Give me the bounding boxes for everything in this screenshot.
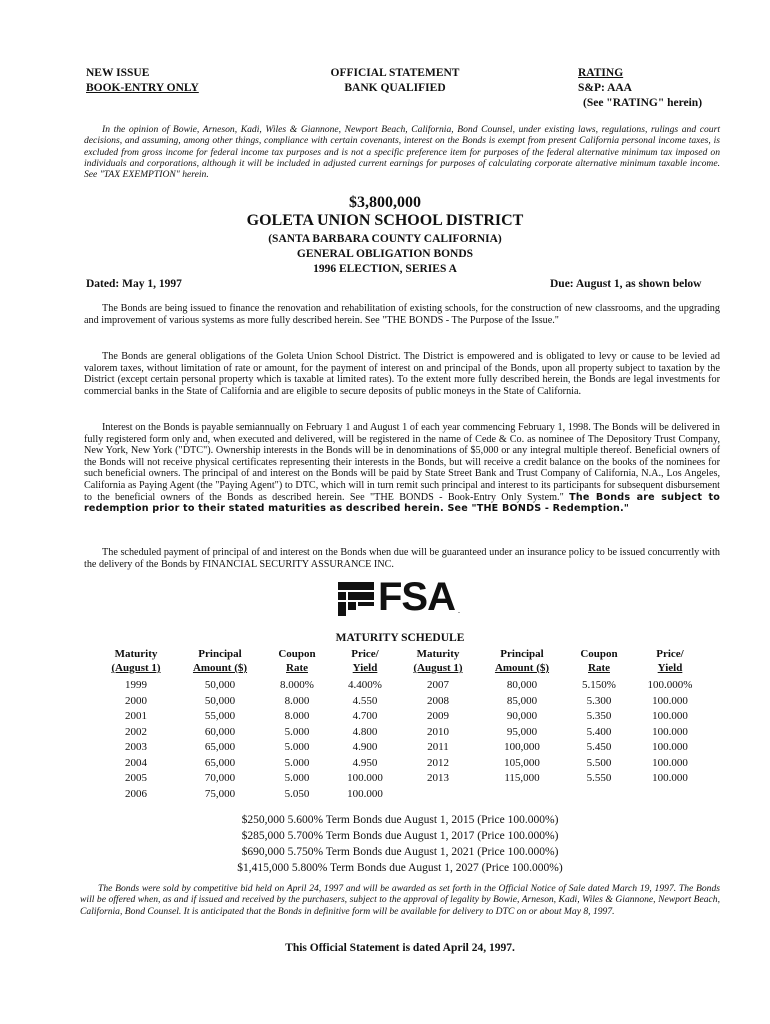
due-date: Due: August 1, as shown below bbox=[550, 278, 702, 290]
table-cell: 100.000 bbox=[652, 725, 688, 738]
fsa-logo-mark: . bbox=[458, 606, 460, 615]
table-cell: 5.500 bbox=[586, 756, 612, 769]
table-cell: 2007 bbox=[427, 679, 449, 691]
table-cell: 50,000 bbox=[204, 694, 236, 707]
table-cell: 2001 bbox=[125, 710, 147, 722]
table-cell: 80,000 bbox=[506, 679, 538, 691]
column-header: Principal bbox=[500, 648, 544, 660]
table-cell: 60,000 bbox=[204, 725, 236, 738]
table-cell: 100.000 bbox=[347, 787, 383, 800]
table-cell: 5.550 bbox=[586, 772, 612, 784]
issuer-county: (SANTA BARBARA COUNTY CALIFORNIA) bbox=[268, 233, 502, 245]
header-statement-type bbox=[300, 66, 490, 96]
left-principal-column bbox=[184, 647, 256, 802]
table-cell: 2003 bbox=[125, 741, 147, 753]
column-header: Coupon bbox=[278, 648, 316, 660]
table-cell: 4.400% bbox=[348, 679, 382, 691]
table-cell: 115,000 bbox=[504, 772, 540, 784]
table-cell: 4.550 bbox=[352, 694, 378, 707]
bond-series: 1996 ELECTION, SERIES A bbox=[313, 263, 457, 275]
column-subheader: (August 1) bbox=[413, 662, 463, 674]
rating-value: S&P: AAA bbox=[578, 82, 632, 94]
term-bond-line: $250,000 5.600% Term Bonds due August 1, 2015 (Price 100.000%) bbox=[241, 814, 559, 826]
rating-heading: RATING bbox=[578, 67, 624, 79]
left-principal-cells bbox=[184, 678, 256, 802]
column-subheader: Rate bbox=[588, 662, 610, 674]
right-coupon-column bbox=[572, 647, 626, 787]
bond-type: GENERAL OBLIGATION BONDS bbox=[296, 248, 474, 260]
right-yield-cells bbox=[638, 678, 702, 787]
fsa-logo-icon bbox=[336, 580, 376, 618]
book-entry-label: BOOK-ENTRY ONLY bbox=[86, 82, 199, 94]
right-principal-cells bbox=[486, 678, 558, 787]
column-subheader: Yield bbox=[352, 662, 378, 674]
right-maturity-column bbox=[406, 647, 470, 787]
left-yield-column bbox=[336, 647, 394, 802]
table-cell: 4.800 bbox=[352, 725, 378, 738]
fsa-logo-text: FSA bbox=[378, 575, 455, 619]
table-cell: 2006 bbox=[125, 787, 147, 800]
maturity-schedule-title: MATURITY SCHEDULE bbox=[335, 632, 465, 644]
column-subheader: (August 1) bbox=[111, 662, 161, 674]
table-cell: 50,000 bbox=[204, 679, 236, 691]
table-cell: 100.000 bbox=[652, 741, 688, 753]
table-cell: 5.400 bbox=[586, 725, 612, 738]
table-cell: 2012 bbox=[427, 756, 449, 769]
table-cell: 5.450 bbox=[586, 741, 612, 753]
table-cell: 2008 bbox=[427, 694, 449, 707]
column-header: Coupon bbox=[580, 648, 618, 660]
payment-text: Interest on the Bonds is payable semiannually on February 1 and August 1 of each year commencing February 1, 1998. The Bonds will be delivered in fully registered form only and, when executed and delivered, will be registered in the name of Cede & Co. as nominee of The Depository Trust Company, New York, New York ("DTC"). Ownership interests in the Bonds will be in denominations of $5,000 or any integral multiple thereof. Beneficial owners of the Bonds will not receive physical certificates representing their interests in the Bonds, but will receive a credit balance on the books of the nominees for such beneficial owners. The principal of and interest on the Bonds will be paid by State Street Bank and Trust Company of California, N.A., Los Angeles, California as Paying Agent (the "Paying Agent") to DTC, which will in turn remit such principal and interest to its participants for subsequent disbursement to the beneficial owners of the Bonds as described herein. See "THE BONDS - Book-Entry Only System." bbox=[84, 422, 720, 503]
table-cell: 100.000 bbox=[652, 710, 688, 722]
term-bond-line: $690,000 5.750% Term Bonds due August 1, 2021 (Price 100.000%) bbox=[241, 846, 559, 858]
table-cell: 5.300 bbox=[586, 694, 612, 707]
column-header: Principal bbox=[198, 648, 242, 660]
column-subheader: Rate bbox=[286, 662, 308, 674]
insurance-paragraph: The scheduled payment of principal of and interest on the Bonds when due will be guaranteed under an insurance policy to be issued concurrently with the delivery of the Bonds by FINANCIAL SECURITY ASSURANCE INC. bbox=[84, 547, 720, 570]
table-cell: 8.000% bbox=[280, 679, 314, 691]
table-cell: 105,000 bbox=[504, 756, 540, 769]
new-issue-label: NEW ISSUE bbox=[86, 67, 150, 79]
redemption-notice: The Bonds are subject to redemption prior to their stated maturities as described herein. See "THE BONDS - Redemption." bbox=[84, 491, 721, 515]
column-subheader: Amount ($) bbox=[494, 662, 550, 674]
left-maturity-column bbox=[104, 647, 168, 802]
table-cell: 100.000 bbox=[652, 756, 688, 769]
table-cell: 2013 bbox=[427, 772, 449, 784]
table-cell: 100,000 bbox=[504, 741, 540, 753]
left-coupon-column bbox=[272, 647, 322, 802]
left-coupon-cells bbox=[272, 678, 322, 802]
official-statement-label: OFFICIAL STATEMENT bbox=[330, 67, 460, 79]
purpose-paragraph: The Bonds are being issued to finance the renovation and rehabilitation of existing schools, for the construction of new classrooms, and the upgrading and improvement of various systems as more fully described herein. See "THE BONDS - The Purpose of the Issue." bbox=[84, 303, 720, 326]
right-yield-column bbox=[638, 647, 702, 787]
issuer-name: GOLETA UNION SCHOOL DISTRICT bbox=[246, 212, 524, 229]
table-cell: 8.000 bbox=[284, 710, 310, 722]
right-principal-column bbox=[486, 647, 558, 787]
table-cell: 5.050 bbox=[284, 787, 310, 800]
column-header: Maturity bbox=[416, 648, 460, 660]
table-cell: 100.000 bbox=[347, 772, 383, 784]
table-cell: 2002 bbox=[125, 725, 147, 738]
table-cell: 2005 bbox=[125, 772, 147, 784]
security-paragraph: The Bonds are general obligations of the Goleta Union School District. The District is empowered and is obligated to levy or cause to be levied ad valorem taxes, without limitation of rate or amount, for the payment of interest on and principal of the Bonds, upon all property subject to taxation by the District (except certain personal property which is taxable at limited rates). To the extent more fully described herein, the Bonds are legal investments for commercial banks in the State of California and are eligible to secure deposits of public moneys in the State of California. bbox=[84, 351, 720, 397]
table-cell: 4.950 bbox=[352, 756, 378, 769]
left-yield-cells bbox=[336, 678, 394, 802]
header-rating bbox=[578, 66, 702, 111]
table-cell: 75,000 bbox=[204, 787, 236, 800]
column-header: Price/ bbox=[656, 648, 684, 660]
table-cell: 100.000% bbox=[647, 679, 693, 691]
issue-amount: $3,800,000 bbox=[349, 194, 421, 211]
table-cell: 65,000 bbox=[204, 741, 236, 753]
dated-date: Dated: May 1, 1997 bbox=[86, 278, 182, 290]
payment-paragraph bbox=[84, 422, 720, 515]
table-cell: 2009 bbox=[427, 710, 449, 722]
term-bonds-list bbox=[0, 812, 770, 876]
table-cell: 55,000 bbox=[204, 710, 236, 722]
column-subheader: Amount ($) bbox=[192, 662, 248, 674]
rating-reference: (See "RATING" herein) bbox=[583, 97, 703, 109]
column-subheader: Yield bbox=[657, 662, 683, 674]
table-cell: 5.350 bbox=[586, 710, 612, 722]
table-cell: 4.900 bbox=[352, 741, 378, 753]
table-cell: 90,000 bbox=[506, 710, 538, 722]
term-bond-line: $285,000 5.700% Term Bonds due August 1, 2017 (Price 100.000%) bbox=[241, 830, 559, 842]
table-cell: 95,000 bbox=[506, 725, 538, 738]
statement-date: This Official Statement is dated April 24, 1997. bbox=[285, 942, 515, 954]
table-cell: 2000 bbox=[125, 694, 147, 707]
table-cell: 1999 bbox=[125, 679, 147, 691]
term-bond-line: $1,415,000 5.800% Term Bonds due August 1, 2027 (Price 100.000%) bbox=[237, 862, 563, 874]
table-cell: 5.150% bbox=[582, 679, 616, 691]
right-coupon-cells bbox=[572, 678, 626, 787]
table-cell: 5.000 bbox=[284, 772, 310, 784]
table-cell: 100.000 bbox=[652, 694, 688, 707]
table-cell: 5.000 bbox=[284, 725, 310, 738]
table-cell: 2011 bbox=[427, 741, 449, 753]
table-cell: 100.000 bbox=[652, 772, 688, 784]
table-cell: 85,000 bbox=[506, 694, 538, 707]
sale-paragraph: The Bonds were sold by competitive bid held on April 24, 1997 and will be awarded as set forth in the Official Notice of Sale dated March 19, 1997. The Bonds will be offered when, as and if issued and received by the purchasers, subject to the approval of legality by Bowie, Arneson, Kadi, Wiles & Giannone, Newport Beach, California, Bond Counsel. It is anticipated that the Bonds in definitive form will be available for delivery to DTC on or about May 8, 1997. bbox=[80, 883, 720, 917]
header-issue-type bbox=[86, 66, 199, 96]
fsa-logo bbox=[336, 575, 466, 619]
bond-counsel-opinion: In the opinion of Bowie, Arneson, Kadi, Wiles & Giannone, Newport Beach, California, Bond Counsel, under existing laws, regulations, rulings and court decisions, and assuming, among other things, compliance with certain covenants, interest on the Bonds is exempt from present California personal income taxes, is excluded from gross income for federal income tax purposes and is not a specific preference item for purposes of the federal alternative minimum tax imposed on individuals and corporations, although it will be included in adjusted current earnings for purposes of calculating corporate alternative minimum taxable income. See "TAX EXEMPTION" herein. bbox=[84, 124, 720, 181]
left-maturity-cells bbox=[104, 678, 168, 802]
right-maturity-cells bbox=[406, 678, 470, 787]
table-cell: 5.000 bbox=[284, 741, 310, 753]
table-cell: 2004 bbox=[125, 756, 147, 769]
table-cell: 4.700 bbox=[352, 710, 378, 722]
table-cell: 8.000 bbox=[284, 694, 310, 707]
table-cell: 2010 bbox=[427, 725, 449, 738]
table-cell: 70,000 bbox=[204, 772, 236, 784]
column-header: Maturity bbox=[114, 648, 158, 660]
table-cell: 65,000 bbox=[204, 756, 236, 769]
table-cell: 5.000 bbox=[284, 756, 310, 769]
column-header: Price/ bbox=[351, 648, 379, 660]
bank-qualified-label: BANK QUALIFIED bbox=[344, 82, 446, 94]
